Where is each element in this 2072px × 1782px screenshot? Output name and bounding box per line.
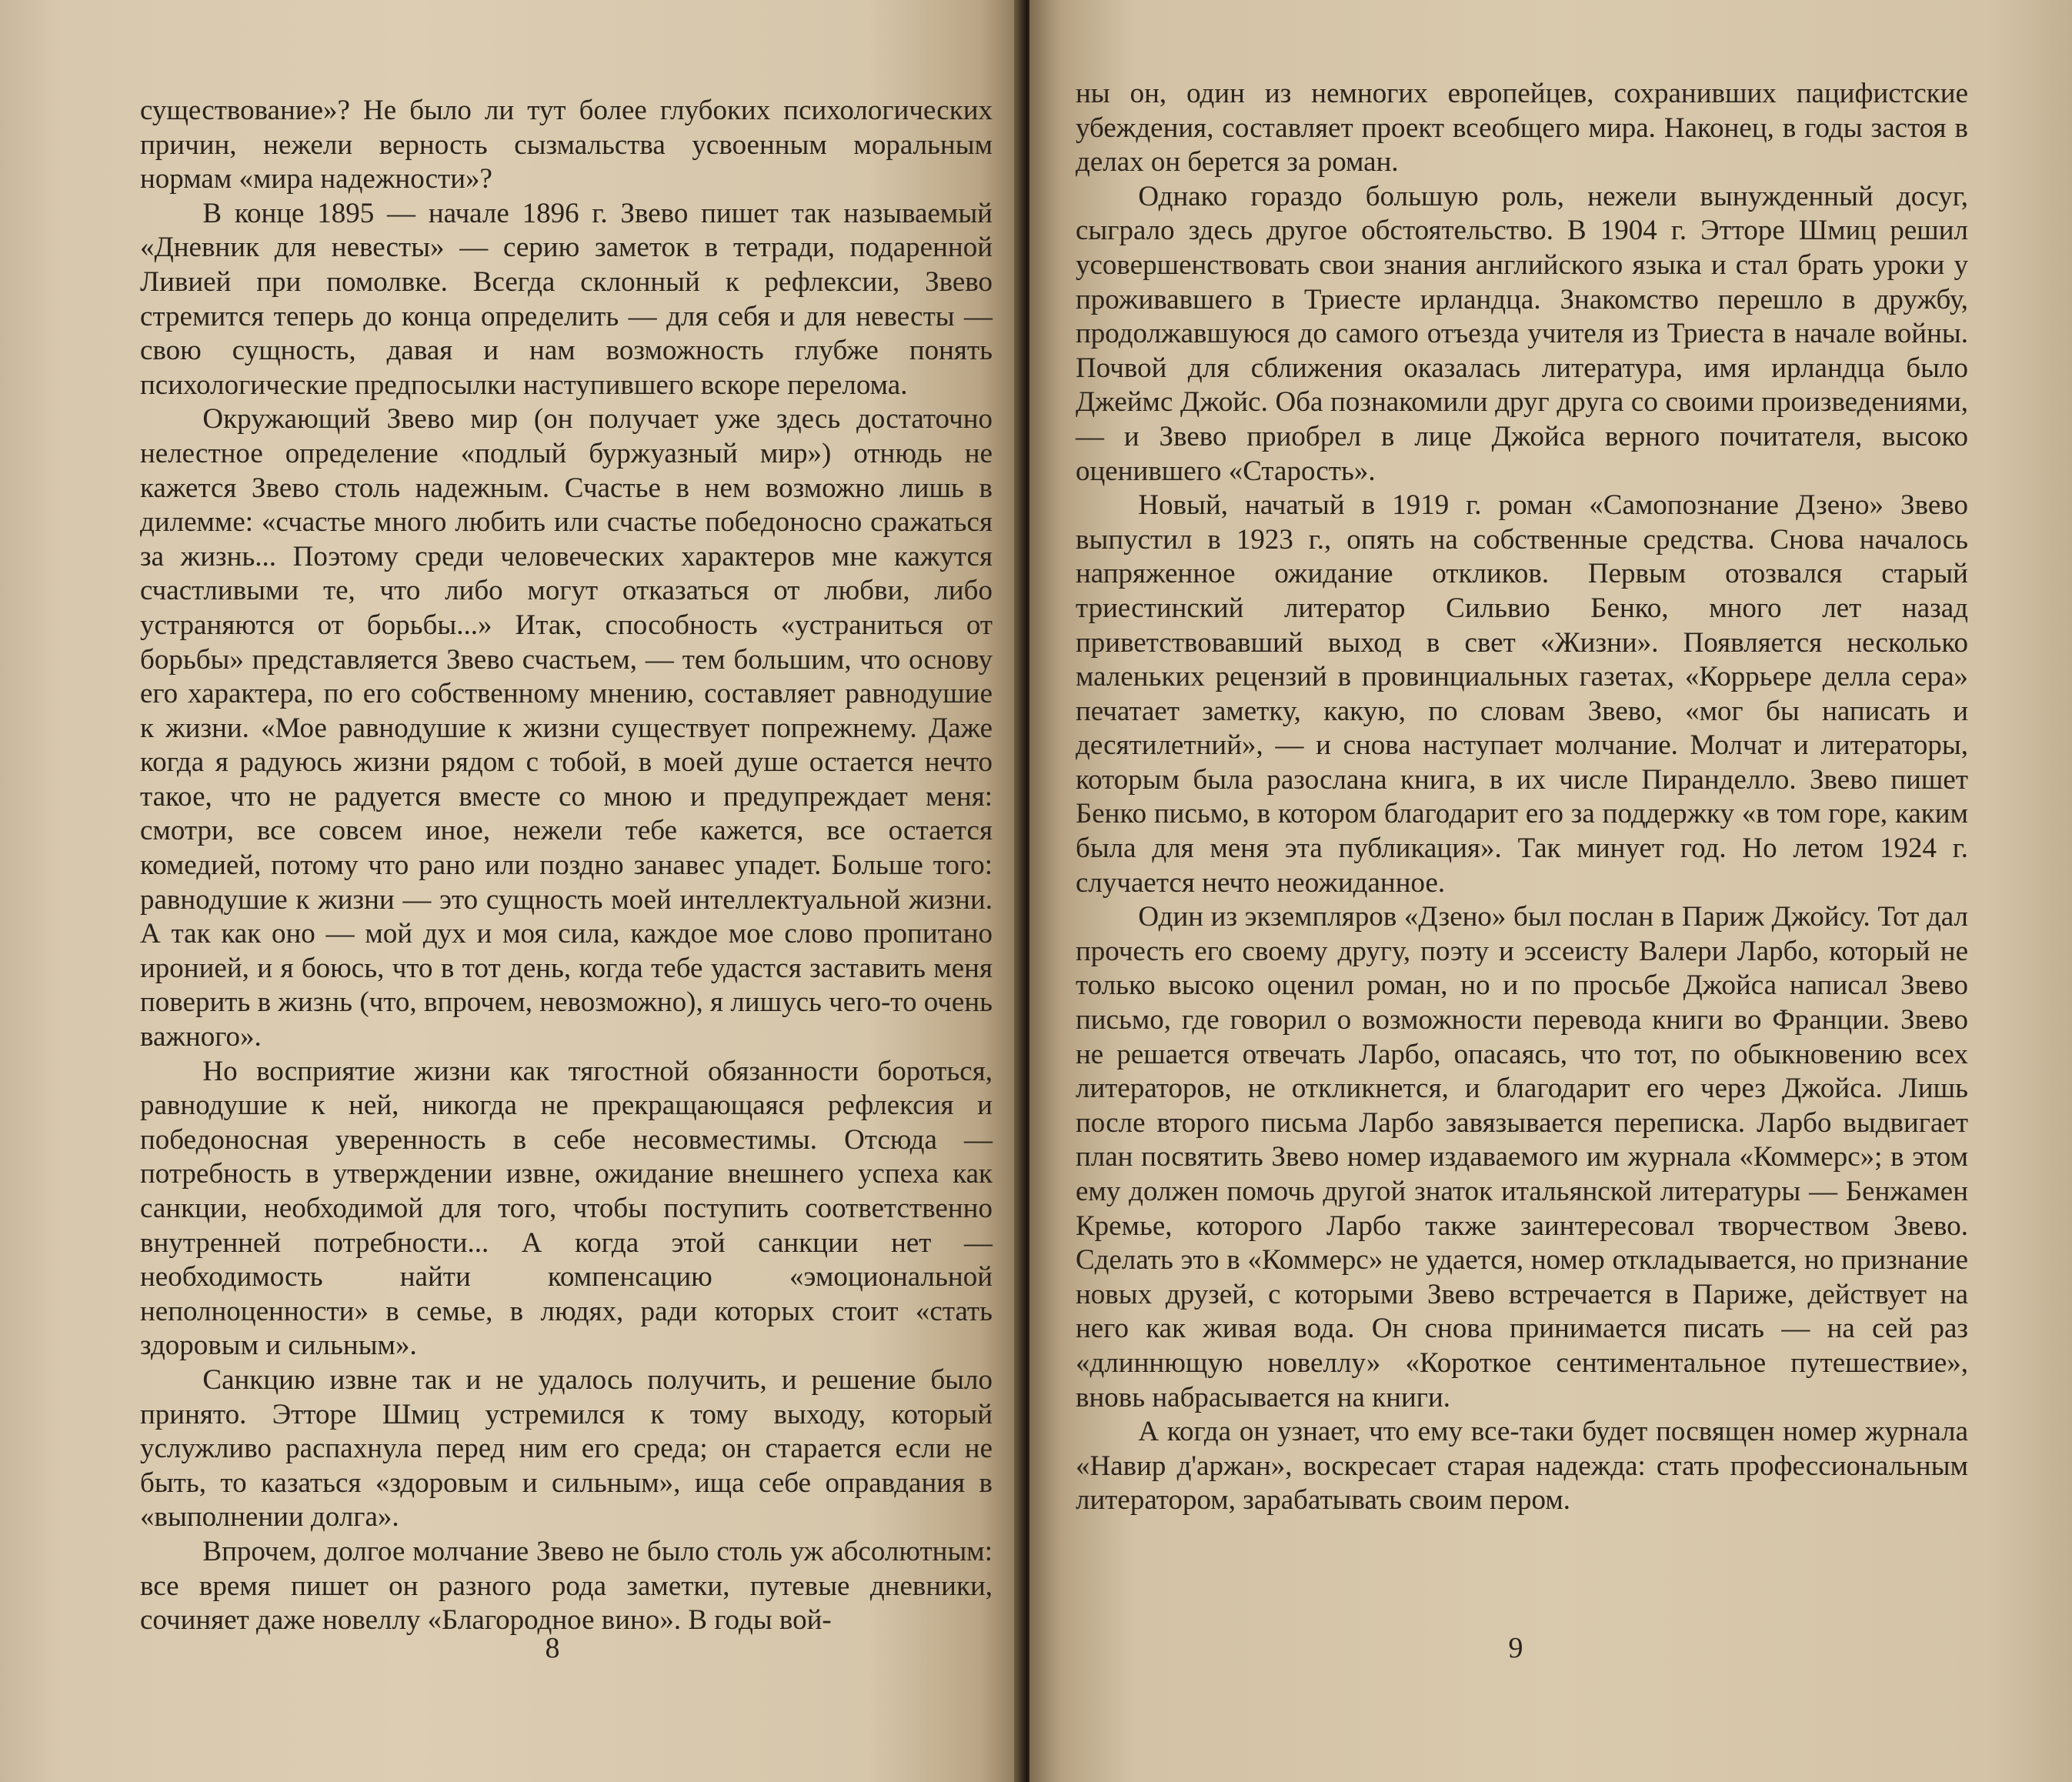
paragraph: А когда он узнает, что ему все-таки будет посвящен номер журнала «Навир д'аржан», воскресает старая надежда: стать профессиональным литератором, зарабатывать своим пером. bbox=[1076, 1416, 1968, 1517]
paragraph: В конце 1895 — начале 1896 г. Звево пишет так называемый «Дневник для невесты» — серию заметок в тетради, подаренной Ливией при помолвке. Всегда склонный к рефлексии, Звево стремится теперь до конца определить — для себя и для невесты — свою сущность, давая и нам возможность глубже понять психологические предпосылки наступившего вскоре перелома. bbox=[140, 197, 993, 401]
paragraph: Окружающий Звево мир (он получает уже здесь достаточно нелестное определение «подлый буржуазный мир») отнюдь не кажется Звево столь надежным. Счастье в нем возможно лишь в дилемме: «счастье много любить или счастье победоносно сражаться за жизнь... Поэтому среди человеческих характеров мне кажутся счастливыми те, что либо могут отказаться от любви, либо устраняются от борьбы...» Итак, способность «устраниться от борьбы» представляется Звево счастьем, — тем большим, что основу его характера, по его собственному мнению, составляет равнодушие к жизни. «Мое равнодушие к жизни существует попрежнему. Даже когда я радуюсь жизни рядом с тобой, в моей душе остается нечто такое, что не радуется вместе со мною и предупреждает меня: смотри, все совсем иное, нежели тебе кажется, все остается комедией, потому что рано или поздно занавес упадет. Больше того: равнодушие к жизни — это сущность моей интеллектуальной жизни. А так как оно — мой дух и моя сила, каждое мое слово пропитано иронией, и я боюсь, что в тот день, когда тебе удастся заставить меня поверить в жизнь (что, впрочем, невозможно), я лишусь чего-то очень важного». bbox=[140, 403, 993, 1053]
paragraph: ны он, один из немногих европейцев, сохранивших пацифистские убеждения, составляет проект всеобщего мира. Наконец, в годы застоя в делах он берется за роман. bbox=[1076, 78, 1968, 179]
paragraph: Впрочем, долгое молчание Звево не было столь уж абсолютным: все время пишет он разного рода заметки, путевые дневники, сочиняет даже новеллу «Благородное вино». В годы вой- bbox=[140, 1535, 993, 1637]
paragraph: Санкцию извне так и не удалось получить, и решение было принято. Этторе Шмиц устремился к тому выходу, который услужливо распахнула перед ним его среда; он старается если не быть, то казаться «здоровым и сильным», ища себе оправдания в «выполнении долга». bbox=[140, 1363, 993, 1533]
left-page bbox=[0, 0, 1022, 1782]
paragraph: Новый, начатый в 1919 г. роман «Самопознание Дзено» Звево выпустил в 1923 г., опять на собственные средства. Снова началось напряженное ожидание откликов. Первым отозвался старый триестинский литератор Сильвио Бенко, много лет назад приветствовавший выход в свет «Жизни». Появляется несколько маленьких рецензий в провинциальных газетах, «Коррьере делла сера» печатает заметку, какую, по словам Звево, «мог бы написать и десятилетний», — и снова наступает молчание. Молчат и литераторы, которым была разослана книга, в их числе Пиранделло. Звево пишет Бенко письмо, в котором благодарит его за поддержку «в том горе, каким была для меня эта публикация». Так минует год. Но летом 1924 г. случается нечто неожиданное. bbox=[1076, 489, 1968, 899]
paragraph: Однако гораздо большую роль, нежели вынужденный досуг, сыграло здесь другое обстоятельство. В 1904 г. Этторе Шмиц решил усовершенствовать свои знания английского языка и стал брать уроки у проживавшего в Триесте ирландца. Знакомство перешло в дружбу, продолжавшуюся до самого отъезда учителя из Триеста в начале войны. Почвой для сближения оказалась литература, имя ирландца было Джеймс Джойс. Оба познакомили друг друга со своими произведениями, — и Звево приобрел в лице Джойса верного почитателя, высоко оценившего «Старость». bbox=[1076, 180, 1968, 487]
paragraph: Но восприятие жизни как тягостной обязанности бороться, равнодушие к ней, никогда не прекращающаяся рефлексия и победоносная уверенность в себе несовместимы. Отсюда — потребность в утверждении извне, ожидание внешнего успеха как санкции, необходимой для того, чтобы поступить соответственно внутренней потребности... А когда этой санкции нет — необходимость найти компенсацию «эмоциональной неполноценности» в семье, в людях, ради которых стоит «стать здоровым и сильным». bbox=[140, 1055, 993, 1362]
page-number: 9 bbox=[1508, 1632, 1523, 1664]
paragraph: существование»? Не было ли тут более глубоких психологических причин, нежели верность сызмальства усвоенным моральным нормам «мира надежности»? bbox=[140, 95, 993, 195]
right-page-text bbox=[1076, 77, 1968, 1518]
paragraph: Один из экземпляров «Дзено» был послан в Париж Джойсу. Тот дал прочесть его своему другу, поэту и эссеисту Валери Ларбо, который не только высоко оценил роман, но и по просьбе Джойса написал Звево письмо, где говорил о возможности перевода книги во Франции. Звево не решается отвечать Ларбо, опасаясь, что тот, по обыкновению всех литераторов, не откликнется, и благодарит его через Джойса. Лишь после второго письма Ларбо завязывается переписка. Ларбо выдвигает план посвятить Звево номер издаваемого им журнала «Коммерс»; в этом ему должен помочь другой знаток итальянской литературы — Бенжамен Кремье, которого Ларбо также заинтересовал творчеством Звево. Сделать это в «Коммерс» не удается, номер откладывается, но признание новых друзей, с которыми Звево встречается в Париже, действует на него как живая вода. Он снова принимается писать — на сей раз «длиннющую новеллу» «Короткое сентиментальное путешествие», вновь набрасывается на книги. bbox=[1076, 901, 1968, 1413]
left-page-text bbox=[140, 94, 993, 1638]
right-page bbox=[1029, 0, 2072, 1782]
page-number: 8 bbox=[545, 1632, 560, 1664]
